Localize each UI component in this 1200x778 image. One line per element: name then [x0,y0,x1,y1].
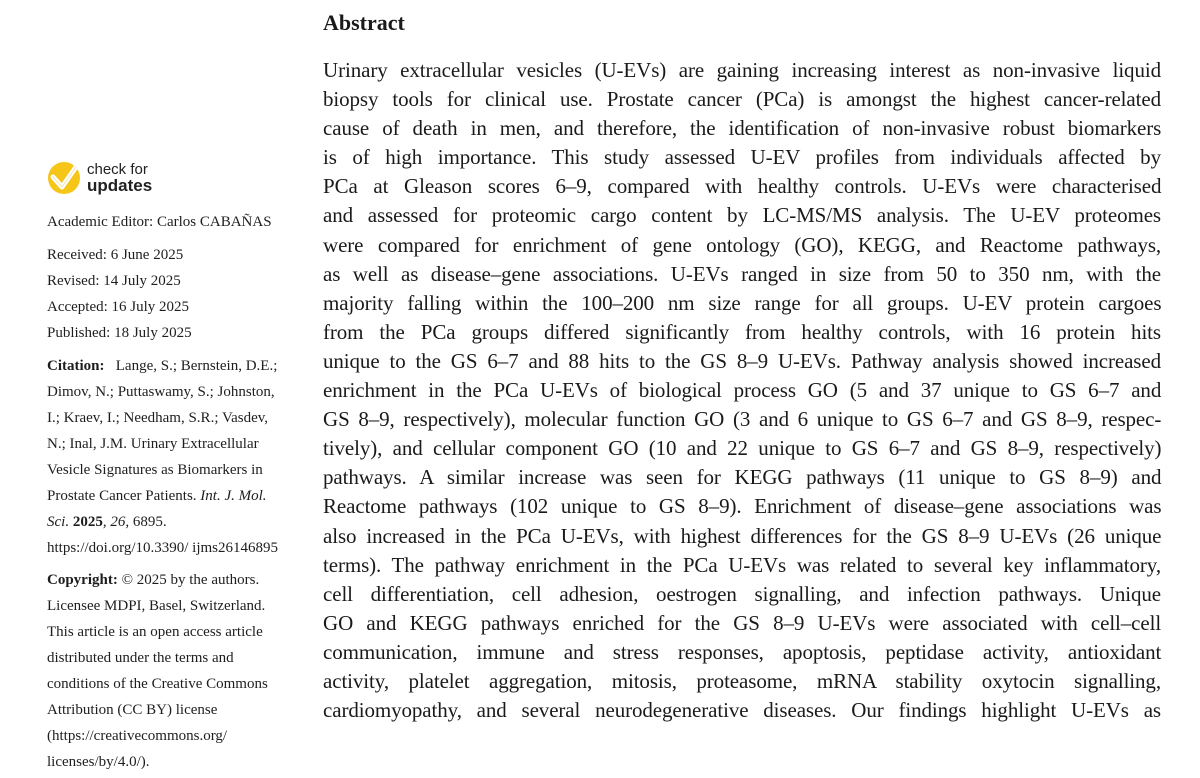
copyright-block [47,567,287,775]
copyright-text: © 2025 by the authors. Licensee MDPI, Basel, Switzerland. This article is an open access article distributed under the terms and conditions of the Creative Commons Attribution (CC BY) license (https://creativecommons.org/ licenses/by/4.0/). [47,572,268,770]
abstract-line: GO and KEGG pathways enriched for the GS 8–9 U-EVs were associated with cell–cell [323,610,1162,635]
abstract-line: from the PCa groups differed significantly from healthy controls, with 16 protein hits [323,319,1161,344]
citation-year: 2025 [72,514,103,530]
abstract-heading: Abstract [323,10,405,35]
abstract-line: GS 8–9, respectively), molecular function GO (3 and 6 unique to GS 6–7 and GS 8–9, respec- [323,407,1162,432]
accepted-date: Accepted: 16 July 2025 [47,299,190,315]
badge-line-2: updates [87,176,153,195]
received-date: Received: 6 June 2025 [47,247,184,263]
abstract-line: as well as disease–gene associations. U-EVs ranged in size from 50 to 350 nm, with the [323,261,1161,286]
abstract-line: cause of death in men, and therefore, the identification of non-invasive robust biomarkers [323,116,1162,141]
citation-doi-link[interactable]: https://doi.org/10.3390/ ijms26146895 [47,540,278,556]
abstract-line: were compared for enrichment of gene ontology (GO), KEGG, and Reactome pathways, [323,232,1162,257]
abstract-line: pathways. A similar increase was seen for KEGG pathways (11 unique to GS 8–9) and [323,465,1162,490]
citation-volume: 26 [110,514,126,530]
abstract-line: cell differentiation, cell adhesion, oestrogen signalling, and infection pathways. Unique [323,581,1161,606]
published-date: Published: 18 July 2025 [47,325,192,341]
abstract-text [323,56,1161,725]
check-for-updates-badge[interactable] [47,158,152,198]
academic-editor: Academic Editor: Carlos CABAÑAS [47,214,272,230]
abstract-line: Urinary extracellular vesicles (U-EVs) are gaining increasing interest as non-invasive liquid [323,58,1161,82]
article-dates [47,242,192,346]
revised-date: Revised: 14 July 2025 [47,273,181,289]
badge-line-1: check for [87,161,148,178]
citation-journal: Int. J. Mol. Sci. [47,488,267,530]
check-for-updates-icon [47,161,81,195]
abstract-line: PCa at Gleason scores 6–9, compared with healthy controls. U-EVs were characterised [323,174,1162,199]
abstract-line: biopsy tools for clinical use. Prostate cancer (PCa) is amongst the highest cancer-related [323,87,1161,112]
abstract-line: is of high importance. This study assessed U-EV profiles from individuals affected by [323,145,1161,170]
copyright-label: Copyright: [47,572,118,588]
abstract-line: cardiomyopathy, and several neurodegenerative diseases. Our findings highlight U-EVs as [323,698,1161,723]
abstract-line: activity, platelet aggregation, mitosis, proteasome, mRNA stability oxytocin signalling, [323,668,1161,693]
abstract-line: Reactome pathways (102 unique to GS 8–9). Enrichment of disease–gene associations was [323,494,1162,519]
citation-authors: Lange, S.; Bernstein, D.E.; Dimov, N.; Puttaswamy, S.; Johnston, I.; Kraev, I.; Needham, S.R.; Vasdev, N.; Inal, J.M. Urinary Extracellular Vesicle Signatures as Biomarkers in Prostate Cancer Patients. [47,358,278,504]
abstract-line: and assessed for proteomic cargo content by LC-MS/MS analysis. The U-EV proteomes [323,203,1161,228]
abstract-line: also increased in the PCa U-EVs, with highest differences for the GS 8–9 U-EVs (26 unique [323,523,1162,548]
abstract-line: enrichment in the PCa U-EVs of biological process GO (5 and 37 unique to GS 6–7 and [323,378,1162,403]
abstract-line: majority falling within the 100–200 nm size range for all groups. U-EV protein cargoes [323,290,1162,315]
abstract-line: communication, immune and stress responses, apoptosis, peptidase activity, antioxidant [323,639,1162,664]
citation-pages: , 6895. [125,514,167,530]
citation-block: Citation: Lange, S.; Bernstein, D.E.; Dimov, N.; Puttaswamy, S.; Johnston, I.; Kraev, I.; Needham, S.R.; Vasdev, N.; Inal, J.M. Urinary Extracellular Vesicle Signatures as Biomarkers in Prostate Cancer Patients. Int. J. Mol. Sci. 2025, 26, 6895. https://doi.org/10.3390/ ijms26146895 [47,358,278,556]
abstract-section [323,8,1161,725]
abstract-line: tively), and cellular component GO (10 and 22 unique to GS 6–7 and GS 8–9, respectively) [323,436,1162,461]
abstract-line: unique to the GS 6–7 and 88 hits to the GS 8–9 U-EVs. Pathway analysis showed increased [323,348,1161,373]
abstract-line: terms). The pathway enrichment in the PCa U-EVs was related to several key inflammatory, [323,552,1161,577]
citation-label: Citation: [47,358,105,374]
